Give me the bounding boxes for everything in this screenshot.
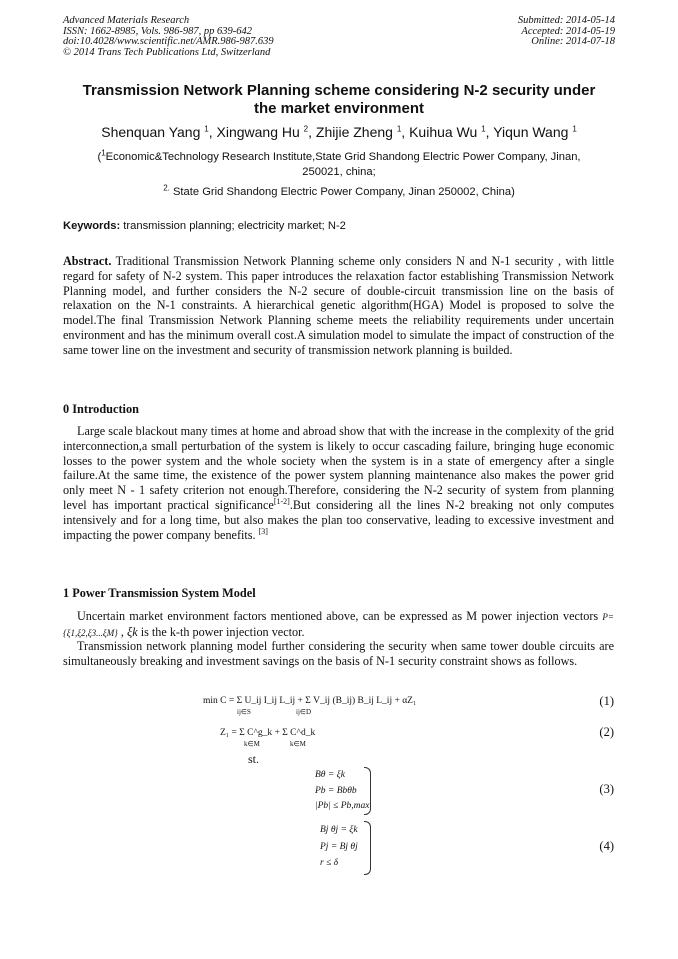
paper-title <box>40 82 638 117</box>
equation-4-line-2: Pj = Bj θj <box>320 842 358 852</box>
equation-number: (2) <box>599 725 614 739</box>
equation-1-subscript-d: ij∈D <box>296 708 312 716</box>
author-sep: , <box>401 124 406 140</box>
author-affil-sup: 2 <box>303 124 309 134</box>
author-sep: , <box>485 124 494 140</box>
equation-3-line-1: Bθ = ξk <box>315 770 345 780</box>
subject-to-label: st. <box>248 752 260 766</box>
section-1-paragraph-1: Uncertain market environment factors mentioned above, can be expressed as M power injection vectors P={ξ1,ξ2,ξ3...ξM} , ξk is the k-th power injection vector. <box>63 609 614 639</box>
section-0-heading: 0 Introduction <box>63 402 139 416</box>
section-0-text: Large scale blackout many times at home and abroad show that with the increase in the complexity of the grid interconnection,a small perturbation of the system is likely to occur cascading failure, bringing huge economic losses to the power system and the whole society when the system is in a state of emergency after a single failure.At the same time, the existence of the power system planning maintenance also makes the power grid only meet N - 1 safety criterion not enough.Therefore, considering the N-2 security of system from planning level has important practical significance[1-2].But considering all the lines N-2 breaking not only computes intensively and for a long time, but also makes the plan too conservative, leading to excessive investment and impacting the power company benefits. [3] <box>63 424 614 542</box>
equation-number: (3) <box>599 782 614 796</box>
equation-2: Z₁ = Σ C^g_k + Σ C^d_k <box>220 728 316 738</box>
section-1-paragraph-2: Transmission network planning model further considering the security when same tower double circuits are simultaneously breaking and investment savings on the basis of N-1 security constraint shows as follows. <box>63 639 614 668</box>
abstract-label: Abstract. <box>63 254 112 268</box>
date-submitted: Submitted: 2014-05-14 <box>517 15 615 26</box>
affiliation-2: $^{2.}$ State Grid Shandong Electric Power Company, Jinan 250002, China) <box>163 183 515 198</box>
author-sep: , <box>208 124 217 140</box>
journal-copyright: © 2014 Trans Tech Publications Ltd, Switzerland <box>63 46 271 58</box>
author-name: Shenquan Yang <box>101 124 205 140</box>
journal-issn: ISSN: 1662-8985, Vols. 986-987, pp 639-642 <box>63 25 252 37</box>
equation-4-line-3: r ≤ δ <box>320 858 339 868</box>
author-affil-sup: 1 <box>572 124 577 134</box>
keywords-label: Keywords: <box>63 220 121 232</box>
citation: [3] <box>258 526 268 536</box>
equation-3-brace <box>364 767 371 815</box>
equation-4-brace <box>364 821 371 875</box>
keywords-text: transmission planning; electricity market; N-2 <box>120 220 346 232</box>
submission-dates <box>518 16 615 48</box>
equation-number: (4) <box>599 839 614 853</box>
author-name: Xingwang Hu <box>216 124 304 140</box>
author-affil-sup: 1 <box>481 124 486 134</box>
abstract <box>63 254 614 358</box>
injection-vector: ξk <box>127 624 138 639</box>
equation-number: (1) <box>599 694 614 708</box>
equation-2-subscript-m: k∈M <box>244 740 260 748</box>
date-online: Online: 2014-07-18 <box>531 36 615 48</box>
author-list <box>30 124 648 140</box>
injection-vector-set: P={ξ1,ξ2,ξ3...ξM} <box>63 612 614 638</box>
citation: [1-2] <box>273 496 290 506</box>
author-name: Yiqun Wang <box>493 124 573 140</box>
title-line-2: the market environment <box>253 99 425 117</box>
date-accepted: Accepted: 2014-05-19 <box>521 25 615 37</box>
author-name: Zhijie Zheng <box>315 124 397 140</box>
equation-4-line-1: Bj θj = ξk <box>320 825 358 835</box>
author-name: Kuihua Wu <box>409 124 482 140</box>
affiliation-1-line-2: 250021, china; <box>302 166 376 178</box>
journal-doi: doi:10.4028/www.scientific.net/AMR.986-987.639 <box>63 36 274 48</box>
author-affil-sup: 1 <box>204 124 209 134</box>
section-1-heading: 1 Power Transmission System Model <box>63 586 256 600</box>
affiliation-1-line-1: Economic&Technology Research Institute,State Grid Shandong Electric Power Company, Jinan, <box>105 151 581 163</box>
equation-3-line-2: Pb = Bbθb <box>315 786 357 796</box>
abstract-text: Traditional Transmission Network Planning scheme only considers N and N-1 security , with little regard for safety of N-2 system. This paper introduces the relaxation factor establishing Transmission Network Planning model, and further considers the N-2 secure of double-circuit transmission line on the basis of relaxation on the N-1 constraints. A hierarchical genetic algorithm(HGA) Model is proposed to solve the model.The final Transmission Network Planning scheme meets the reliability requirements under uncertain environment and has the minimum overall cost.A simulation model to simulate the impact of construction of the same tower line on the investment and security of transmission network planning is builded. <box>63 254 614 357</box>
affiliation-1: ($^1$Economic&Technology Research Institute,State Grid Shandong Electric Power Company, Jinan, 250021, china; <box>97 148 581 178</box>
journal-info <box>63 16 274 58</box>
journal-name: Advanced Materials Research <box>63 15 190 26</box>
equation-1-subscript-s: ij∈S <box>237 708 251 716</box>
author-sep: , <box>308 124 316 140</box>
equation-2-subscript-m: k∈M <box>290 740 306 748</box>
title-line-1: Transmission Network Planning scheme considering N-2 security under <box>82 82 596 99</box>
equation-1: min C = Σ U_ij I_ij L_ij + Σ V_ij (B_ij) B_ij L_ij + αZ₁ <box>203 696 417 706</box>
keywords <box>63 220 346 232</box>
equation-3-line-3: |Pb| ≤ Pb,max <box>315 801 370 811</box>
author-affil-sup: 1 <box>396 124 402 134</box>
